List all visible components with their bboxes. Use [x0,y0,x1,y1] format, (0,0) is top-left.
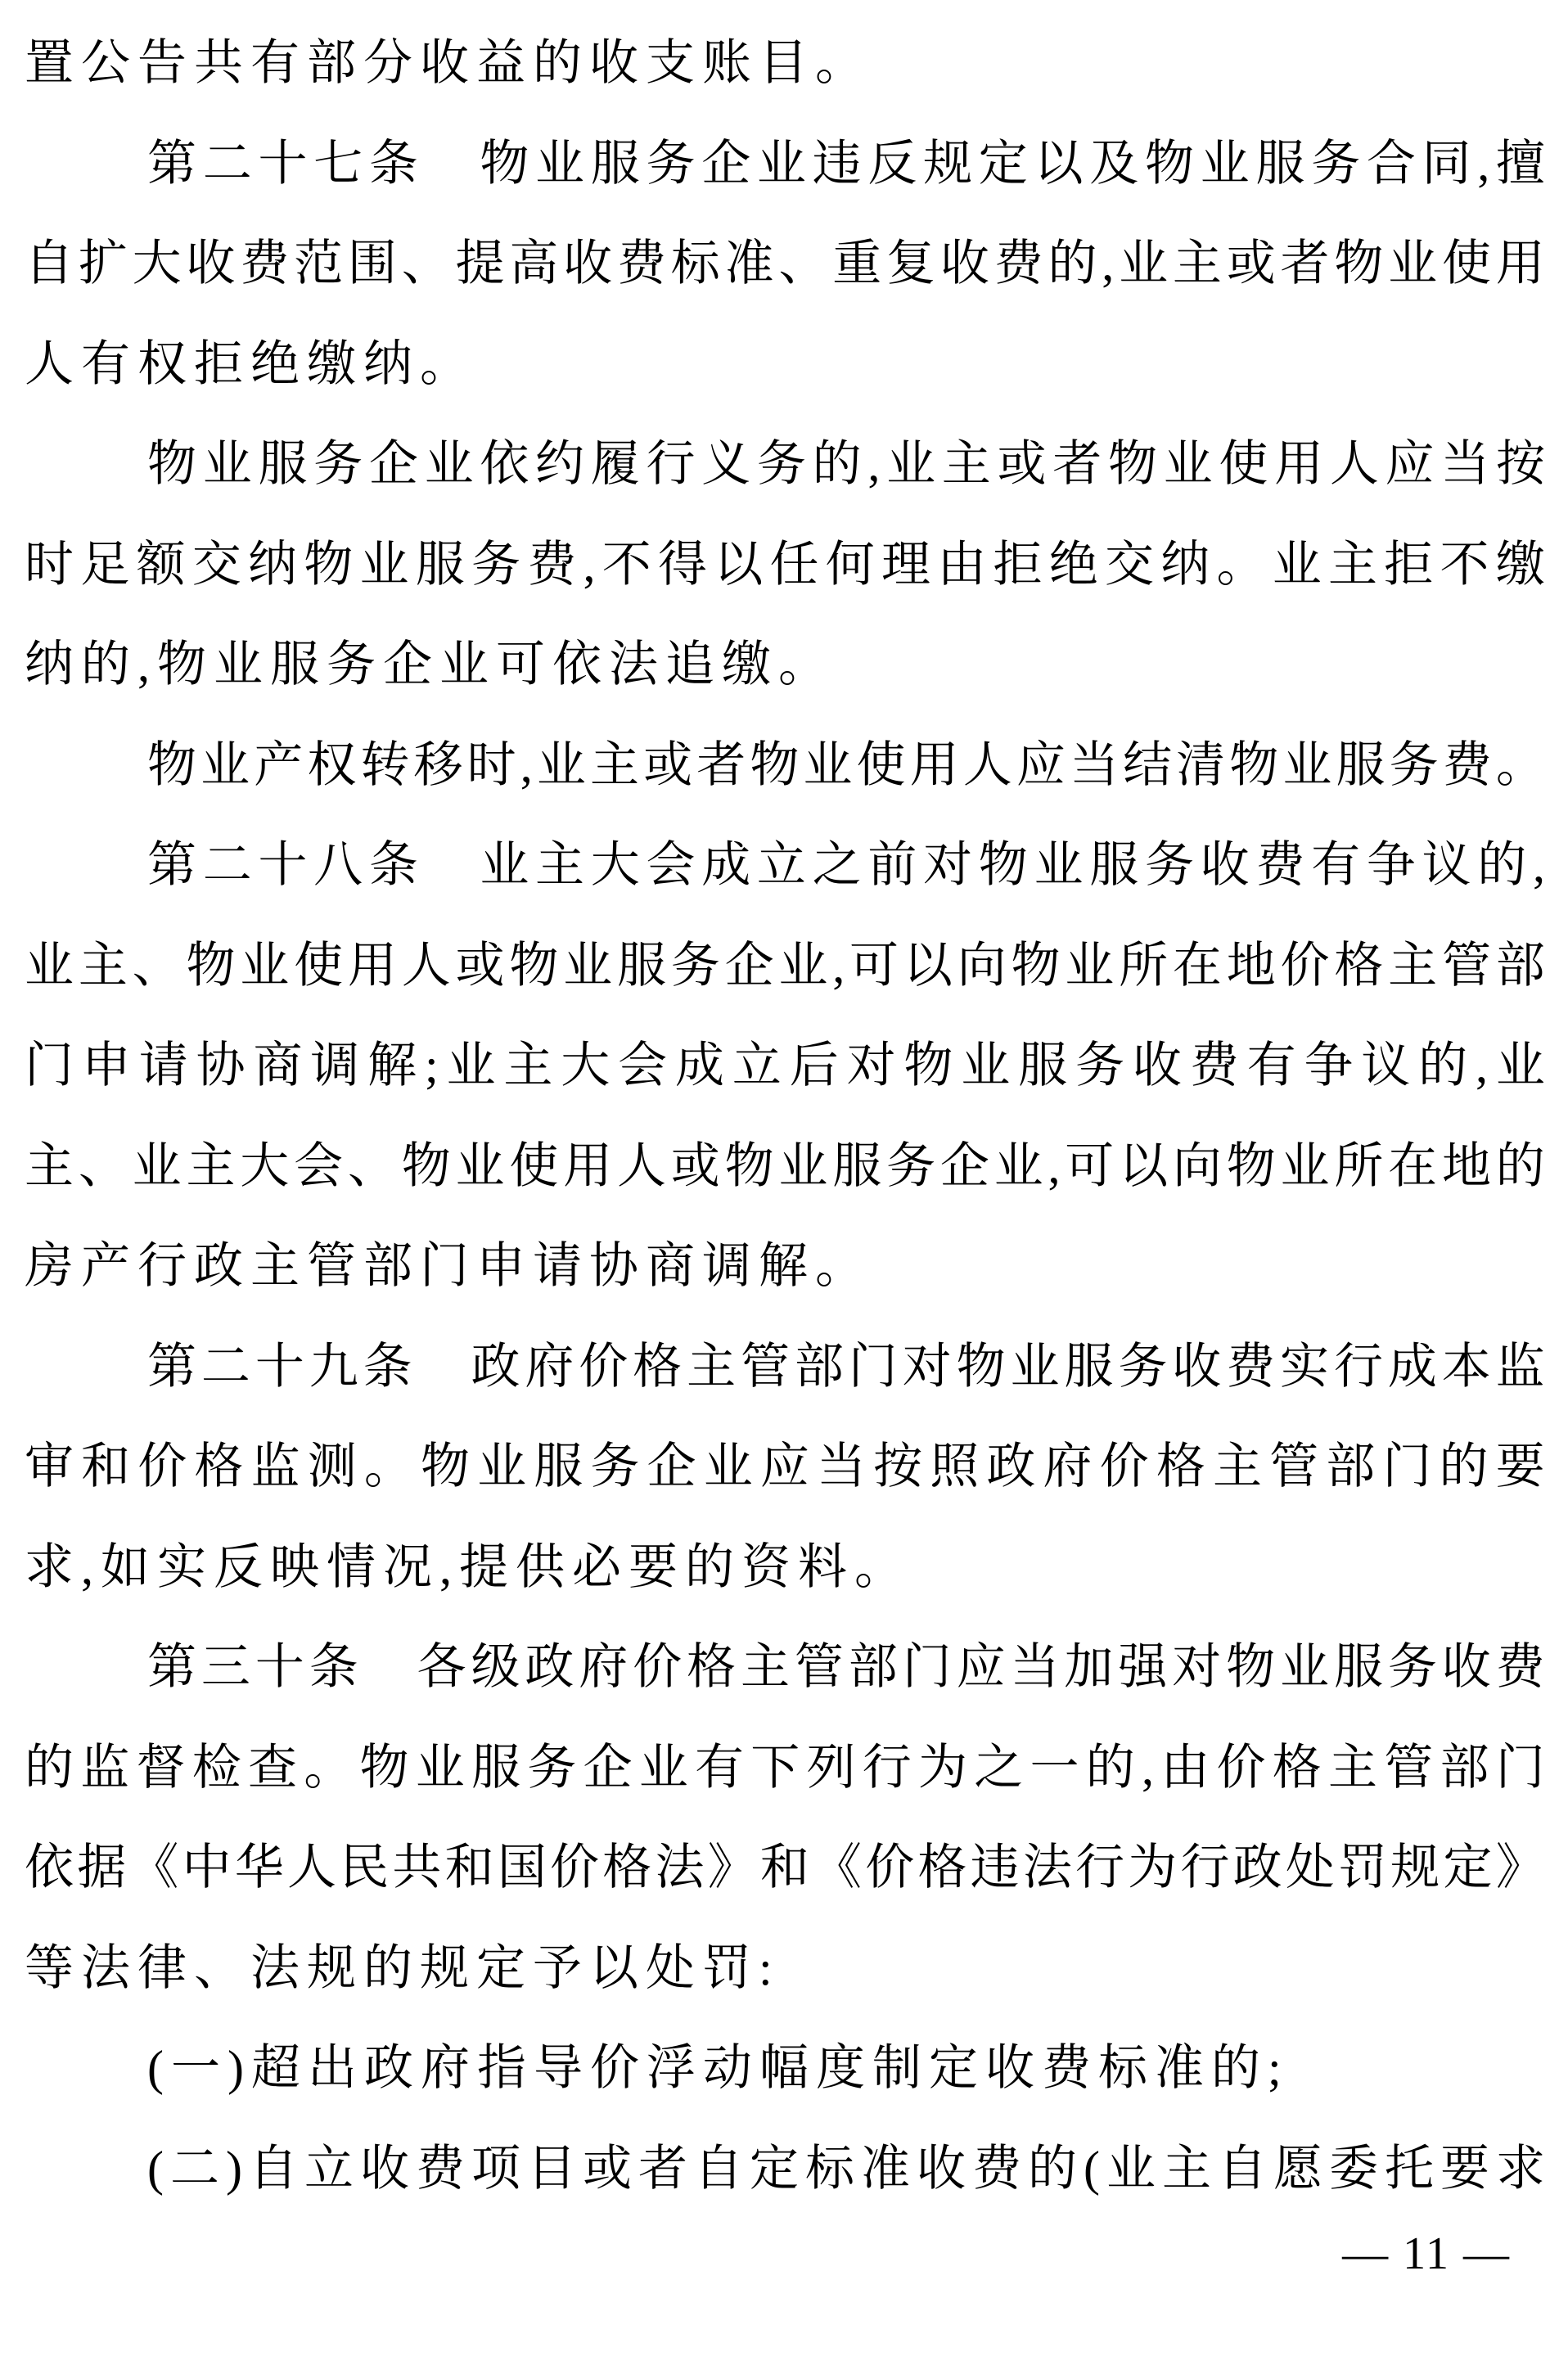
text-line: (一)超出政府指导价浮动幅度制定收费标准的; [147,2041,1289,2095]
document-body [25,13,1545,2219]
text-line: 等法律、法规的规定予以处罚: [25,1940,780,1995]
text-line: 第 二 十 七 条 物 业 服 务 企 业 违 反 规 定 以 及 物 业 服 务 合 同 , 擅 [147,136,1545,191]
text-line: 第 二 十 九 条 政 府 价 格 主 管 部 门 对 物 业 服 务 收 费 实 行 成 本 监 [147,1339,1545,1394]
text-line: 依 据 《 中 华 人 民 共 和 国 价 格 法 》 和 《 价 格 违 法 行 为 行 政 处 罚 规 定 》 [25,1841,1545,1895]
text-line: ( 二 ) 自 立 收 费 项 目 或 者 自 定 标 准 收 费 的 ( 业 主 自 愿 委 托 要 求 [147,2141,1545,2196]
text-line: 的 监 督 检 查 。 物 业 服 务 企 业 有 下 列 行 为 之 一 的 , 由 价 格 主 管 部 门 [25,1740,1545,1795]
text-line: 主 、 业 主 大 会 、 物 业 使 用 人 或 物 业 服 务 企 业 , 可 以 向 物 业 所 在 地 的 [25,1138,1545,1193]
text-line: 第 二 十 八 条 业 主 大 会 成 立 之 前 对 物 业 服 务 收 费 有 争 议 的 , [147,838,1545,892]
text-line: 时 足 额 交 纳 物 业 服 务 费 , 不 得 以 任 何 理 由 拒 绝 交 纳 。 业 主 拒 不 缴 [25,537,1545,592]
text-line: 物 业 产 权 转 移 时 , 业 主 或 者 物 业 使 用 人 应 当 结 清 物 业 服 务 费 。 [147,737,1545,792]
text-line: 审 和 价 格 监 测 。 物 业 服 务 企 业 应 当 按 照 政 府 价 格 主 管 部 门 的 要 [25,1440,1545,1494]
text-line: 求,如实反映情况,提供必要的资料。 [25,1539,911,1594]
text-line: 物 业 服 务 企 业 依 约 履 行 义 务 的 , 业 主 或 者 物 业 使 用 人 应 当 按 [147,437,1545,491]
text-line: 业 主 、 物 业 使 用 人 或 物 业 服 务 企 业 , 可 以 向 物 业 所 在 地 价 格 主 管 部 [25,938,1545,993]
text-line: 房产行政主管部门申请协商调解。 [25,1239,872,1293]
text-line: 置公告共有部分收益的收支账目。 [25,36,872,90]
text-line: 人有权拒绝缴纳。 [25,336,476,391]
text-line: 第 三 十 条 各 级 政 府 价 格 主 管 部 门 应 当 加 强 对 物 业 服 务 收 费 [147,1640,1545,1694]
text-line: 自 扩 大 收 费 范 围 、 提 高 收 费 标 准 、 重 复 收 费 的 , 业 主 或 者 物 业 使 用 [25,237,1545,291]
text-line: 门 申 请 协 商 调 解 ; 业 主 大 会 成 立 后 对 物 业 服 务 收 费 有 争 议 的 , 业 [25,1039,1545,1093]
page-number: — 11 — [1342,2228,1511,2279]
text-line: 纳的,物业服务企业可依法追缴。 [25,638,835,692]
